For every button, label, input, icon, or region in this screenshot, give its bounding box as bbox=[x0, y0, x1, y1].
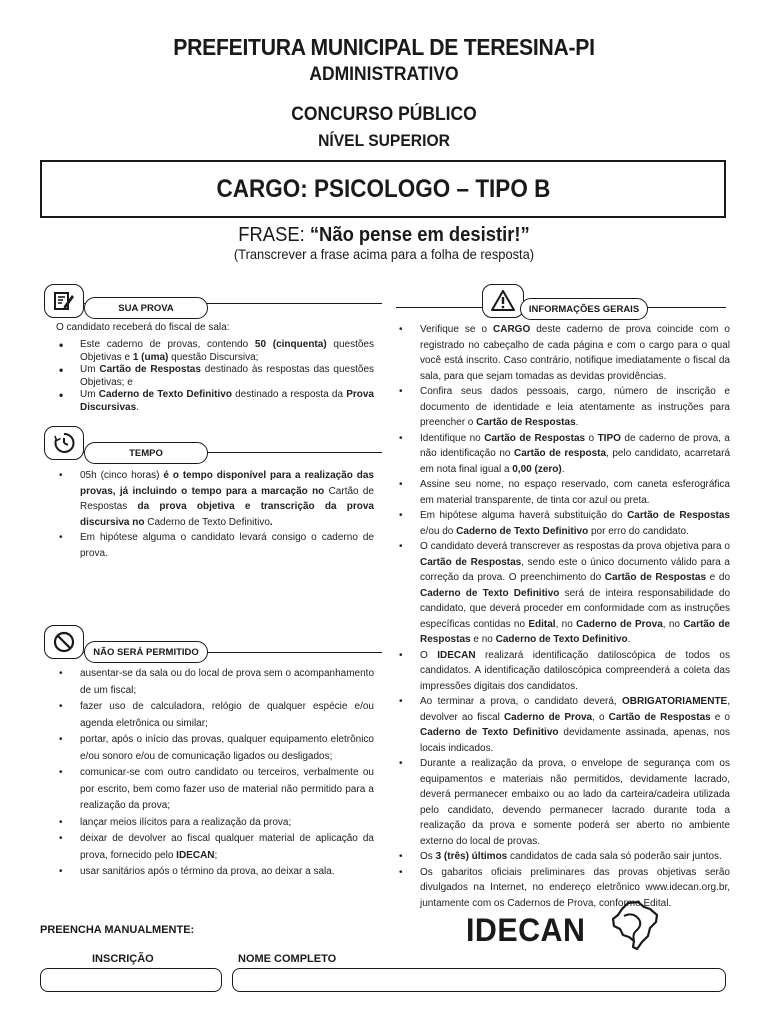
list-item-text: realizará identificação datiloscópica de todos os candidatos. A identificação datiloscópica compreenderá a coleta das impressões digitais dos candidatos. bbox=[420, 649, 730, 692]
sua-prova-badge bbox=[44, 284, 84, 318]
list-item-text: Assine seu nome, no espaço reservado, com caneta esferográfica em material transparente, de tinta cor azul ou preta. bbox=[420, 479, 730, 506]
pencil-sheet-icon bbox=[52, 289, 76, 313]
inscricao-label: INSCRIÇÃO bbox=[92, 953, 154, 965]
list-item-bold: Caderno de Texto Definitivo bbox=[456, 525, 589, 537]
list-item-bold: Cartão de Respostas bbox=[608, 711, 711, 723]
informacoes-badge bbox=[482, 284, 524, 318]
header-title: PREFEITURA MUNICIPAL DE TERESINA-PI bbox=[173, 34, 595, 60]
list-item bbox=[56, 699, 374, 732]
cargo-box bbox=[40, 160, 726, 218]
frase-instruction: (Transcrever a frase acima para a folha de resposta) bbox=[233, 246, 535, 262]
informacoes-list bbox=[396, 322, 730, 911]
tempo-list bbox=[56, 468, 374, 561]
list-item-text: , no bbox=[555, 618, 577, 630]
list-item-text: destinado a resposta da bbox=[231, 389, 347, 400]
list-item-bold: Cartão de Respostas bbox=[420, 618, 730, 645]
list-item-text: fazer uso de calculadora, relógio de qualquer espécie e/ou agenda eletrônica ou similar; bbox=[80, 701, 374, 729]
list-item-text: comunicar-se com outro candidato ou terceiros, verbalmente ou por escrito, bem como fazer uso de material não permitido para a realização da prova; bbox=[80, 767, 374, 811]
list-item-text: ; bbox=[214, 849, 218, 861]
list-item bbox=[56, 831, 374, 864]
list-item-text: Confira seus dados pessoais, cargo, número de inscrição e documento de identidade e leia atentamente as instruções para preencher o bbox=[420, 386, 730, 428]
list-item bbox=[396, 648, 730, 695]
nome-label: NOME COMPLETO bbox=[238, 953, 337, 965]
list-item-text: Cartão de Respostas bbox=[80, 485, 374, 512]
frase-label: FRASE: bbox=[238, 224, 310, 246]
list-item bbox=[396, 431, 730, 478]
list-item bbox=[396, 849, 730, 865]
list-item-text: Caderno de Texto Definitivo bbox=[147, 516, 270, 528]
list-item-text: ausentar-se da sala ou do local de prova sem o acompanhamento de um fiscal; bbox=[80, 668, 374, 696]
list-item-text: e o bbox=[710, 711, 730, 723]
list-item-bold: Prova Discursivas bbox=[80, 389, 374, 413]
list-item-text: será de inteira responsabilidade do candidato, que deverá proceder em conformidade com as instruções específicas contidas no bbox=[420, 587, 730, 630]
list-item-text: lançar meios ilícitos para a realização da prova; bbox=[80, 816, 292, 828]
sua-prova-intro: O candidato receberá do fiscal de sala: bbox=[56, 322, 230, 333]
list-item-text: , o bbox=[592, 711, 609, 723]
inscricao-field[interactable] bbox=[40, 968, 222, 992]
list-item-bold: IDECAN bbox=[176, 849, 215, 861]
list-item bbox=[396, 322, 730, 384]
list-item-text: e do bbox=[706, 572, 731, 583]
list-item-text: o bbox=[585, 432, 598, 444]
list-item bbox=[56, 339, 374, 364]
list-item-text: e/ou do bbox=[420, 525, 457, 537]
list-item-bold: Cartão de Respostas bbox=[484, 432, 586, 444]
list-item-text: questão Discursiva; bbox=[168, 351, 259, 363]
list-item-bold: é o tempo disponível para a realização das provas, já incluindo o tempo para a marcação no bbox=[80, 470, 374, 497]
list-item-text: Identifique no bbox=[420, 432, 485, 444]
list-item-bold: 0,00 (zero) bbox=[512, 463, 562, 475]
list-item bbox=[396, 508, 730, 539]
list-item-text: deixar de devolver ao fiscal qualquer material de aplicação da prova, fornecido pelo bbox=[80, 833, 374, 861]
list-item-text: , sendo este o único documento válido para a correção da prova. O preenchimento do bbox=[420, 556, 730, 583]
list-item-bold: Edital bbox=[528, 618, 556, 630]
list-item bbox=[396, 477, 730, 508]
warning-icon bbox=[490, 289, 516, 313]
idecan-logo-text: IDECAN bbox=[466, 912, 586, 948]
list-item-text: , no bbox=[662, 618, 684, 630]
list-item-text: , devolver ao fiscal bbox=[420, 696, 730, 723]
list-item-text: 05h (cinco horas) bbox=[80, 470, 160, 481]
sua-prova-title: SUA PROVA bbox=[84, 297, 208, 319]
list-item-text: Os bbox=[420, 851, 436, 862]
list-item-bold: Caderno de Prova bbox=[503, 711, 593, 723]
header-contest: CONCURSO PÚBLICO bbox=[291, 104, 477, 125]
list-item-bold: Caderno de Texto Definitivo bbox=[495, 634, 628, 645]
list-item-bold: TIPO bbox=[597, 432, 621, 444]
nao-permitido-badge bbox=[44, 625, 84, 659]
brazil-map-icon bbox=[610, 900, 660, 952]
list-item-bold: IDECAN bbox=[437, 649, 476, 661]
list-item-bold: Cartão de Respostas bbox=[604, 572, 707, 583]
list-item-text: portar, após o início das provas, qualquer equipamento eletrônico e/ou sonoro e/ou de comunicação ligados ou desligados; bbox=[80, 734, 374, 762]
list-item-text: O bbox=[420, 649, 438, 661]
list-item-text: Em hipótese alguma o candidato levará consigo o caderno de prova. bbox=[80, 532, 374, 559]
list-item-text: Um bbox=[80, 364, 100, 375]
list-item bbox=[56, 732, 374, 765]
list-item-text: Durante a realização da prova, o envelope de segurança com os equipamentos e materiais não permitidos, devidamente lacrado, deverá permanecer embaixo ou ao lado da carteira/cadeira utilizada pelo candidato, devendo permanecer lacrado durante toda a realização da prova e somente poderá ser aberto no ambiente externo do local de provas. bbox=[420, 758, 730, 847]
list-item-text: candidatos de cada sala só poderão sair juntos. bbox=[507, 851, 722, 862]
list-item-text: Em hipótese alguma haverá substituição do bbox=[420, 510, 628, 521]
list-item-text: destinado às respostas das questões Objetivas; e bbox=[80, 364, 374, 388]
sua-prova-list bbox=[56, 339, 374, 414]
list-item-bold: Caderno de Prova bbox=[576, 618, 663, 630]
list-item bbox=[56, 389, 374, 414]
list-item-text: , pelo candidato, acarretará em nota final igual a bbox=[420, 448, 731, 475]
list-item-bold: da prova objetiva e transcrição da prova discursiva no bbox=[80, 501, 374, 528]
list-item bbox=[56, 666, 374, 699]
list-item-bold: Caderno de Texto Definitivo bbox=[98, 389, 232, 400]
list-item bbox=[396, 865, 730, 912]
list-item-bold: Cartão de resposta bbox=[513, 448, 607, 459]
list-item-bold: Caderno de Texto Definitivo bbox=[420, 587, 560, 599]
list-item-bold: . bbox=[269, 516, 273, 528]
list-item bbox=[56, 815, 374, 832]
list-item-bold: 1 (uma) bbox=[132, 351, 169, 363]
list-item-text: devidamente assinada, apenas, nos locais indicados. bbox=[420, 727, 730, 754]
list-item-bold: Cartão de Respostas bbox=[420, 556, 522, 568]
list-item-text: . bbox=[561, 463, 565, 475]
list-item bbox=[56, 765, 374, 815]
list-item-text: Verifique se o bbox=[420, 324, 493, 335]
list-item bbox=[56, 364, 374, 389]
nao-permitido-list bbox=[56, 666, 374, 881]
list-item-text: usar sanitários após o término da prova, ao deixar a sala. bbox=[80, 866, 335, 877]
list-item-bold: Cartão de Respostas bbox=[627, 510, 730, 521]
list-item-bold: CARGO bbox=[493, 324, 531, 335]
list-item-bold: 50 (cinquenta) bbox=[254, 339, 327, 350]
tempo-title: TEMPO bbox=[84, 442, 208, 464]
list-item-text: . bbox=[575, 417, 579, 428]
header-level: NÍVEL SUPERIOR bbox=[318, 131, 450, 150]
prohibited-icon bbox=[52, 630, 76, 654]
fill-manually-label: PREENCHA MANUALMENTE: bbox=[40, 924, 195, 936]
list-item bbox=[56, 864, 374, 881]
frase-text: “Não pense em desistir!” bbox=[309, 224, 530, 246]
list-item-text: . bbox=[627, 634, 631, 645]
list-item-text: deste caderno de prova coincide com o registrado no cabeçalho de cada página e com o cargo para o qual você está inscrito. Caso contrário, notifique imediatamente o fiscal da sala, para que sejam tomadas as devidas providências. bbox=[420, 324, 730, 382]
informacoes-title: INFORMAÇÕES GERAIS bbox=[520, 298, 648, 320]
list-item bbox=[396, 384, 730, 431]
tempo-badge bbox=[44, 426, 84, 460]
list-item-text: de caderno de prova, a não identificação no bbox=[420, 432, 730, 459]
list-item-bold: Caderno de Texto Definitivo bbox=[420, 727, 559, 738]
cargo-title: CARGO: PSICOLOGO – TIPO B bbox=[216, 174, 550, 203]
list-item bbox=[396, 694, 730, 756]
list-item bbox=[56, 530, 374, 561]
list-item-text: Um bbox=[80, 389, 99, 400]
nao-permitido-title: NÃO SERÁ PERMITIDO bbox=[84, 641, 208, 663]
list-item-bold: Cartão de Respostas bbox=[99, 364, 201, 375]
nome-completo-field[interactable] bbox=[232, 968, 726, 992]
list-item-text: questões Objetivas e bbox=[80, 339, 374, 363]
list-item-text: Os gabaritos oficiais preliminares das provas objetivas serão divulgados na Internet, no endereço eletrônico www.idecan.org.br, juntamente com os Cadernos de Prova, conforme Edital. bbox=[420, 866, 730, 909]
frase bbox=[31, 224, 738, 247]
header-subtitle: ADMINISTRATIVO bbox=[309, 64, 459, 85]
list-item bbox=[56, 468, 374, 530]
list-item bbox=[396, 756, 730, 849]
list-item-bold: Cartão de Respostas bbox=[476, 417, 576, 428]
list-item-bold: OBRIGATORIAMENTE bbox=[622, 696, 728, 707]
list-item bbox=[396, 539, 730, 648]
list-item-bold: 3 (três) últimos bbox=[435, 851, 508, 862]
list-item-text: . bbox=[136, 401, 139, 413]
list-item-text: e no bbox=[470, 634, 496, 645]
list-item-text: Ao terminar a prova, o candidato deverá, bbox=[420, 696, 623, 707]
list-item-text: por erro do candidato. bbox=[588, 525, 689, 537]
list-item-text: Este caderno de provas, contendo bbox=[80, 339, 255, 350]
list-item-text: O candidato deverá transcrever as respostas da prova objetiva para o bbox=[420, 541, 730, 552]
clock-icon bbox=[52, 431, 76, 455]
